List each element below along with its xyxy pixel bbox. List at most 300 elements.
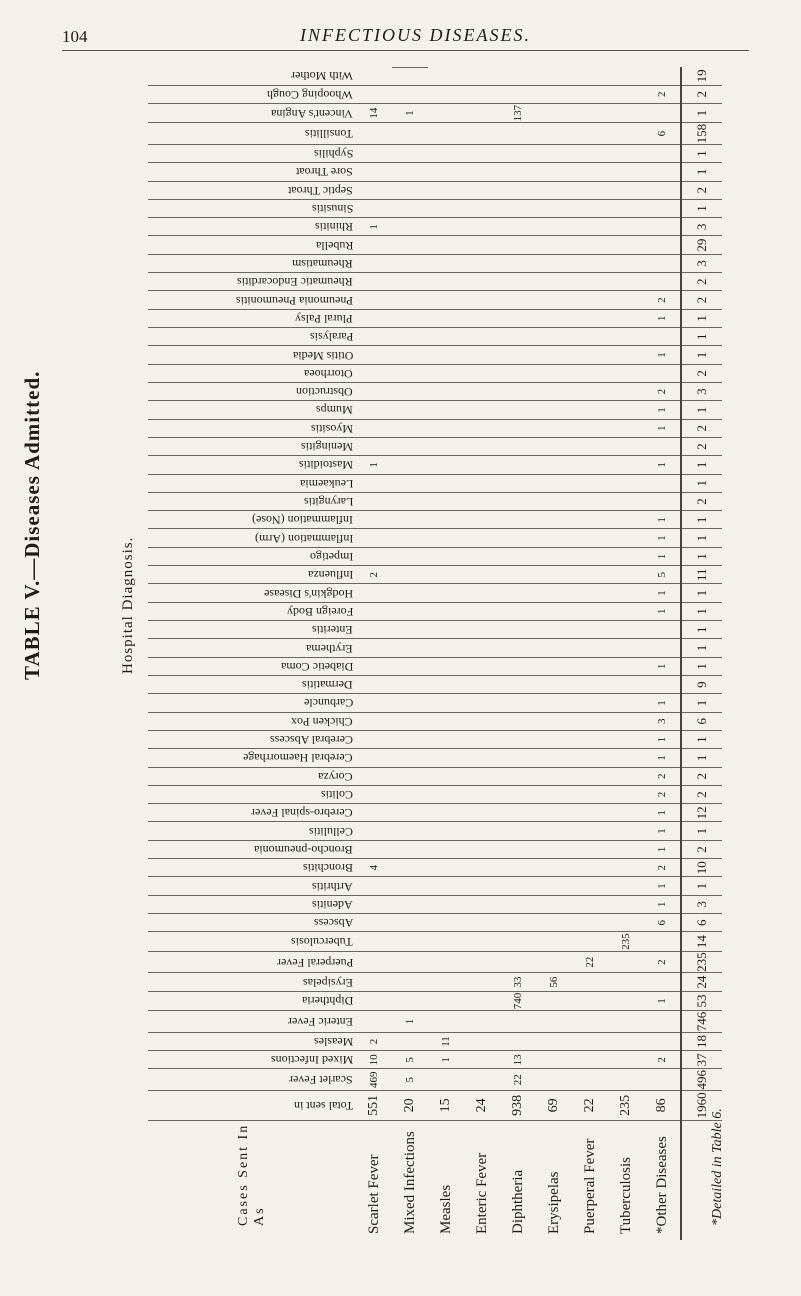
row-label: *Other Diseases (653, 1136, 670, 1234)
table-cell (356, 621, 392, 639)
table-cell (608, 1051, 644, 1069)
table-cell (356, 85, 392, 103)
table-cell (464, 822, 500, 840)
table-cell (464, 346, 500, 364)
column-header-label: Sinusitis (311, 202, 353, 217)
table-cell (536, 511, 572, 529)
column-header (148, 1069, 356, 1091)
table-cell: 2 (681, 437, 722, 455)
table-cell (428, 144, 464, 162)
table-cell (500, 144, 536, 162)
column-header-label: Vincent's Angina (271, 106, 353, 121)
table-cell (428, 103, 464, 122)
table-cell (572, 1069, 608, 1091)
page-number: 104 (62, 27, 88, 46)
table-cell (644, 1032, 681, 1050)
column-header (148, 144, 356, 162)
table-cell (644, 932, 681, 951)
table-cell (428, 273, 464, 291)
table-cell (536, 309, 572, 327)
table-cell (500, 364, 536, 382)
table-cell (464, 254, 500, 272)
table-cell (572, 712, 608, 730)
column-header (148, 346, 356, 364)
table-cell (464, 328, 500, 346)
table-cell (608, 1032, 644, 1050)
table-cell (572, 199, 608, 217)
table-cell (464, 1069, 500, 1091)
table-cell (644, 67, 681, 85)
table-cell (572, 657, 608, 675)
table-cell (608, 163, 644, 181)
column-header (148, 511, 356, 529)
row-label: Puerperal Fever (581, 1138, 598, 1234)
table-cell: 1 (644, 547, 681, 565)
table-cell (536, 767, 572, 785)
column-header (148, 767, 356, 785)
table-cell (392, 584, 428, 602)
table-cell: 1 (644, 730, 681, 748)
column-header-label: Mumps (316, 403, 353, 418)
table-cell: 1 (681, 144, 722, 162)
table-cell (356, 951, 392, 973)
table-cell (608, 419, 644, 437)
table-cell (428, 511, 464, 529)
table-cell (428, 822, 464, 840)
table-cell (608, 67, 644, 85)
column-header (148, 676, 356, 694)
table-cell (356, 529, 392, 547)
column-header-label: Diabetic Coma (280, 659, 353, 674)
table-cell (536, 639, 572, 657)
table-cell (572, 1051, 608, 1069)
table-cell: 1 (644, 991, 681, 1010)
table-cell (464, 492, 500, 510)
column-header (148, 859, 356, 877)
table-cell (356, 346, 392, 364)
table-cell (572, 383, 608, 401)
table-cell: 1 (681, 328, 722, 346)
table-cell (428, 991, 464, 1010)
table-cell (644, 364, 681, 382)
table-cell (500, 914, 536, 932)
table-cell (500, 67, 536, 85)
table-cell (572, 822, 608, 840)
table-cell: 56 (536, 973, 572, 991)
table-cell: 3 (681, 895, 722, 913)
table-cell (428, 694, 464, 712)
table-cell (464, 437, 500, 455)
column-header (148, 437, 356, 455)
table-cell: 1 (681, 584, 722, 602)
table-row (464, 60, 500, 1240)
table-cell: 1 (681, 401, 722, 419)
table-cell: 3 (681, 383, 722, 401)
table-cell (392, 199, 428, 217)
table-cell: 1 (644, 877, 681, 895)
table-cell (356, 602, 392, 620)
table-cell (608, 767, 644, 785)
column-header-label: Rubella (315, 238, 353, 253)
table-cell (644, 621, 681, 639)
table-cell (536, 749, 572, 767)
table-cell (500, 218, 536, 236)
table-cell (500, 437, 536, 455)
table-cell (608, 822, 644, 840)
column-header-label: Myositis (310, 421, 353, 436)
table-cell (608, 236, 644, 254)
table-cell (500, 511, 536, 529)
table-body (356, 60, 722, 1240)
table-cell (572, 1032, 608, 1050)
table-cell (464, 973, 500, 991)
table-cell (500, 749, 536, 767)
table-cell (428, 767, 464, 785)
table-cell: 158 (681, 123, 722, 145)
table-cell (500, 273, 536, 291)
column-header-label: Inflammation (Arm) (254, 531, 353, 546)
table-cell: 2 (681, 181, 722, 199)
table-cell (464, 914, 500, 932)
table-cell: 10 (681, 859, 722, 877)
table-cell (392, 346, 428, 364)
column-header-label: Abscess (313, 916, 353, 931)
table-cell (500, 822, 536, 840)
table-cell: 1 (681, 877, 722, 895)
table-cell (428, 859, 464, 877)
table-cell (356, 657, 392, 675)
column-header (148, 973, 356, 991)
table-cell (428, 973, 464, 991)
table-cell (428, 566, 464, 584)
table-cell (392, 218, 428, 236)
table-cell: 3 (644, 712, 681, 730)
table-cell: 2 (681, 85, 722, 103)
table-cell (536, 877, 572, 895)
column-header (148, 1011, 356, 1033)
table-cell (500, 676, 536, 694)
table-cell (608, 566, 644, 584)
table-cell (536, 254, 572, 272)
table-cell (572, 492, 608, 510)
table-cell (392, 309, 428, 327)
table-cell: 1 (644, 346, 681, 364)
column-header-label: Adenitis (312, 897, 353, 912)
table-cell (464, 85, 500, 103)
table-cell (608, 456, 644, 474)
table-cell (608, 328, 644, 346)
table-cell: 14 (681, 932, 722, 951)
table-cell (464, 1011, 500, 1033)
table-cell (356, 364, 392, 382)
table-cell: 1 (681, 103, 722, 122)
table-cell (536, 951, 572, 973)
table-cell (608, 676, 644, 694)
table-cell (392, 822, 428, 840)
column-header-label: Enteritis (312, 623, 353, 638)
table-cell (464, 859, 500, 877)
table-cell (500, 895, 536, 913)
total-header (148, 1091, 356, 1121)
table-cell: 3 (681, 254, 722, 272)
table-cell (608, 859, 644, 877)
table-cell (356, 236, 392, 254)
column-header (148, 1051, 356, 1069)
table-cell (500, 584, 536, 602)
column-header-label: Rheumatic Endocarditis (237, 275, 353, 290)
table-cell (392, 529, 428, 547)
table-cell (356, 639, 392, 657)
table-cell (608, 547, 644, 565)
table-cell (572, 973, 608, 991)
table-cell (572, 401, 608, 419)
table-cell (356, 840, 392, 858)
table-cell: 6 (681, 712, 722, 730)
column-header-label: Tuberculosis (291, 935, 353, 950)
table-cell (572, 123, 608, 145)
table-cell (356, 973, 392, 991)
table-cell: 235 (681, 951, 722, 973)
column-header-label: Broncho-pneumonia (254, 842, 353, 857)
column-header (148, 85, 356, 103)
table-cell: 22 (500, 1069, 536, 1091)
table-cell (536, 822, 572, 840)
table-cell: 24 (681, 973, 722, 991)
table-cell (428, 123, 464, 145)
table-cell: 1 (644, 584, 681, 602)
table-cell (500, 566, 536, 584)
table-cell: 2 (644, 951, 681, 973)
table-cell: 1 (644, 602, 681, 620)
table-cell (464, 785, 500, 803)
table-cell (356, 804, 392, 822)
table-cell (500, 840, 536, 858)
column-header (148, 712, 356, 730)
row-label: Scarlet Fever (365, 1154, 382, 1234)
table-cell (356, 877, 392, 895)
column-header (148, 309, 356, 327)
column-header (148, 67, 356, 85)
table-cell (644, 273, 681, 291)
table-cell (392, 767, 428, 785)
table-cell (464, 566, 500, 584)
table-cell (428, 199, 464, 217)
column-header-label: Carbuncle (303, 696, 353, 711)
row-total: 86 (644, 1091, 681, 1121)
table-cell (464, 456, 500, 474)
table-cell (356, 254, 392, 272)
table-cell (464, 1051, 500, 1069)
table-cell (572, 566, 608, 584)
table-cell (392, 181, 428, 199)
header-rule (62, 50, 749, 51)
table-cell (428, 163, 464, 181)
table-cell (500, 639, 536, 657)
table-row (392, 60, 428, 1240)
table-cell (428, 254, 464, 272)
column-header (148, 895, 356, 913)
table-cell (644, 103, 681, 122)
table-cell (464, 474, 500, 492)
row-total: 22 (572, 1091, 608, 1121)
table-cell: 1 (644, 456, 681, 474)
column-header-label: Colitis (320, 788, 353, 803)
row-total: 20 (392, 1091, 428, 1121)
column-header (148, 657, 356, 675)
row-total: 69 (536, 1091, 572, 1121)
table-cell (392, 163, 428, 181)
table-cell (500, 694, 536, 712)
column-header (148, 474, 356, 492)
table-cell (428, 1011, 464, 1033)
table-cell (608, 144, 644, 162)
table-cell (500, 932, 536, 951)
table-cell (500, 291, 536, 309)
table-cell (464, 103, 500, 122)
table-cell (392, 123, 428, 145)
column-header (148, 566, 356, 584)
table-cell (572, 877, 608, 895)
table-cell (500, 657, 536, 675)
table-cell (464, 932, 500, 951)
column-header-label: Septic Throat (288, 183, 353, 198)
table-cell: 10 (356, 1051, 392, 1069)
table-cell (464, 584, 500, 602)
table-cell (608, 291, 644, 309)
table-cell (572, 621, 608, 639)
table-cell (572, 181, 608, 199)
table-cell (464, 712, 500, 730)
table-cell (356, 401, 392, 419)
table-cell (500, 123, 536, 145)
table-cell (464, 895, 500, 913)
table-cell (464, 419, 500, 437)
table-cell: 1 (644, 694, 681, 712)
table-cell (644, 474, 681, 492)
table-cell (608, 895, 644, 913)
table-cell (608, 383, 644, 401)
table-cell (464, 199, 500, 217)
table-cell (392, 511, 428, 529)
column-header-label: Scarlet Fever (289, 1073, 353, 1088)
table-cell (356, 895, 392, 913)
table-cell (392, 657, 428, 675)
table-cell (428, 529, 464, 547)
column-header-label: Coryza (318, 769, 353, 784)
table-cell (392, 804, 428, 822)
table-cell (572, 474, 608, 492)
table-cell (464, 364, 500, 382)
table-cell (392, 712, 428, 730)
table-cell (536, 621, 572, 639)
table-cell (572, 676, 608, 694)
table-cell (356, 309, 392, 327)
table-cell (392, 291, 428, 309)
column-header (148, 181, 356, 199)
table-cell (608, 85, 644, 103)
table-cell (356, 749, 392, 767)
table-cell (356, 932, 392, 951)
table-cell (572, 437, 608, 455)
column-header (148, 804, 356, 822)
table-cell (356, 383, 392, 401)
column-header (148, 123, 356, 145)
table-cell (572, 163, 608, 181)
table-cell: 1 (681, 730, 722, 748)
table-cell (500, 199, 536, 217)
column-header-label: Otitis Media (292, 348, 353, 363)
table-cell: 3 (681, 218, 722, 236)
column-header-label: Syphilis (313, 147, 353, 162)
table-row (644, 60, 681, 1240)
table-cell: 1 (392, 1011, 428, 1033)
table-cell: 1 (644, 749, 681, 767)
table-cell (536, 895, 572, 913)
table-cell (356, 328, 392, 346)
column-header (148, 822, 356, 840)
column-header (148, 291, 356, 309)
table-cell (464, 529, 500, 547)
column-header (148, 1032, 356, 1050)
table-cell: 1 (681, 474, 722, 492)
table-cell (428, 877, 464, 895)
table-cell (356, 914, 392, 932)
table-cell: 137 (500, 103, 536, 122)
table-cell: 2 (356, 1032, 392, 1050)
table-cell (572, 730, 608, 748)
table-cell: 19 (681, 67, 722, 85)
table-cell (356, 492, 392, 510)
table-cell (464, 144, 500, 162)
table-cell (644, 218, 681, 236)
table-cell (428, 785, 464, 803)
column-header (148, 621, 356, 639)
column-header-label: Sore Throat (296, 165, 353, 180)
table-cell: 9 (681, 676, 722, 694)
table-cell (608, 694, 644, 712)
table-cell (392, 60, 428, 67)
table-cell (392, 492, 428, 510)
table-row (500, 60, 536, 1240)
table-cell (608, 474, 644, 492)
column-header-label: Puerperal Fever (276, 955, 353, 970)
column-header (148, 364, 356, 382)
column-header (148, 218, 356, 236)
table-cell (464, 291, 500, 309)
table-cell (464, 273, 500, 291)
table-row (356, 60, 392, 1240)
table-cell (428, 1069, 464, 1091)
table-cell: 2 (644, 785, 681, 803)
table-cell (608, 840, 644, 858)
table-cell: 1 (644, 840, 681, 858)
table-cell (536, 181, 572, 199)
table-cell (536, 547, 572, 565)
table-cell: 2 (644, 1051, 681, 1069)
table-cell (500, 181, 536, 199)
column-header (148, 419, 356, 437)
table-cell (464, 123, 500, 145)
table-cell (536, 730, 572, 748)
table-cell (644, 437, 681, 455)
table-cell (572, 364, 608, 382)
table-cell: 1 (681, 199, 722, 217)
table-cell (356, 163, 392, 181)
column-header-label: Whooping Cough (267, 87, 353, 102)
table-cell (428, 730, 464, 748)
table-cell (536, 273, 572, 291)
table-cell (536, 859, 572, 877)
